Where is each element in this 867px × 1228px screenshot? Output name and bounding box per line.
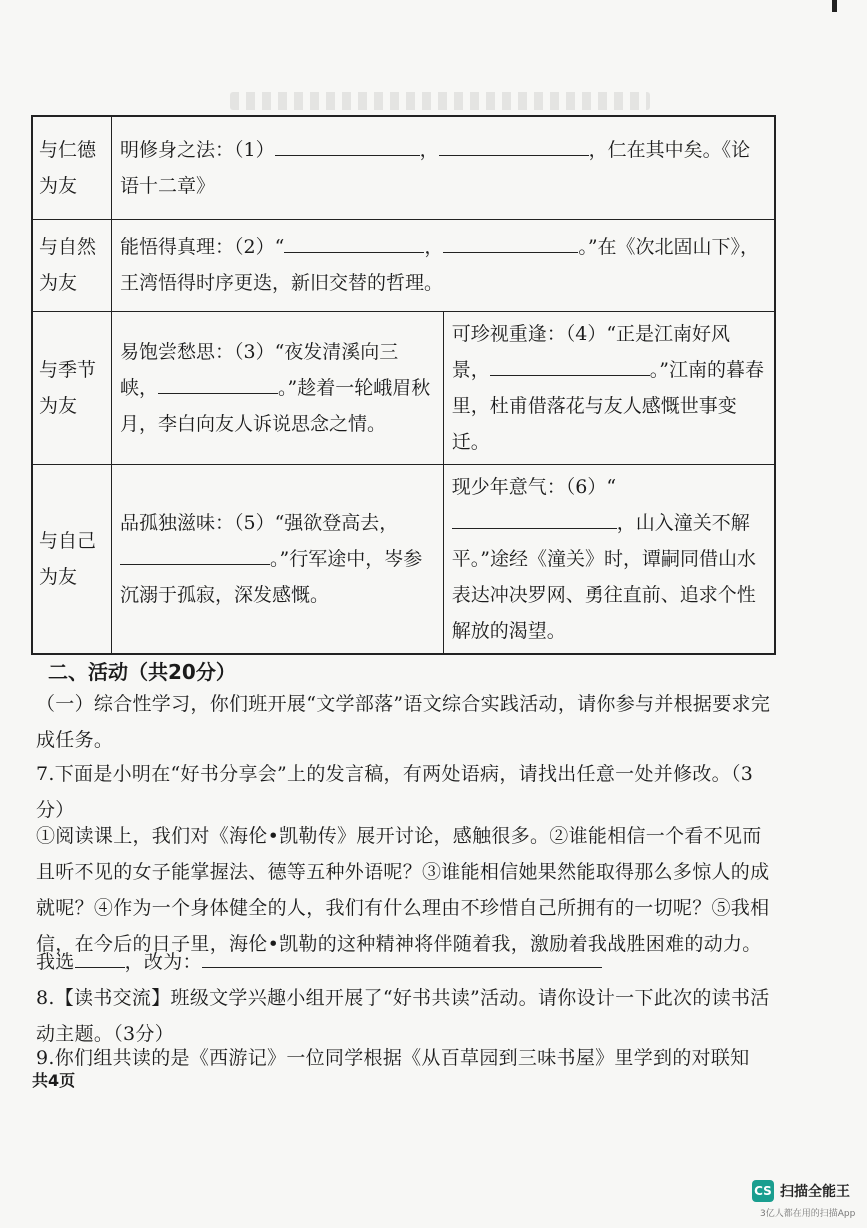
section-title: 二、活动（共20分） — [48, 660, 236, 684]
activity-intro: （一）综合性学习，你们班开展“文学部落”语文综合实践活动，请你参与并根据要求完成任务。 — [36, 693, 771, 751]
fill-cell: 品孤独滋味：（5）“强欲登高去，。”行军途中，岑参沉溺于孤寂，深发感慨。 — [112, 464, 444, 654]
answer-blank-3[interactable] — [284, 230, 424, 253]
row-category: 与季节为友 — [32, 311, 112, 464]
correction-blank[interactable] — [202, 947, 602, 968]
answer-blank-6[interactable] — [490, 353, 650, 376]
scanner-logo: CS — [752, 1180, 774, 1202]
table-row — [32, 219, 775, 311]
answer-blank-7[interactable] — [120, 542, 270, 565]
answer-blank-2[interactable] — [439, 133, 589, 156]
scanner-name: 扫描全能王 — [780, 1184, 850, 1200]
answer-blank-1[interactable] — [275, 133, 420, 156]
bleed-through-text — [230, 92, 650, 110]
fill-cell: 可珍视重逢：（4）“正是江南好风景， 。”江南的暮春里，杜甫借落花与友人感慨世事变迁。 — [443, 311, 775, 464]
table-row — [32, 464, 775, 654]
corner-mark — [832, 0, 837, 12]
fill-cell: 易饱尝愁思：（3）“夜发清溪向三峡， 。”趁着一轮峨眉秋月，李白向友人诉说思念之情。 — [112, 311, 444, 464]
scanner-watermark — [752, 1180, 850, 1202]
answer-blank-4[interactable] — [443, 230, 578, 253]
row-category: 与自己为友 — [32, 464, 112, 654]
page-footer: 共4页 — [32, 1071, 76, 1090]
question-7-passage: ①阅读课上，我们对《海伦•凯勒传》展开讨论，感触很多。②谁能相信一个看不见而且听不见的女子能掌握法、德等五种外语呢？③谁能相信她果然能取得那么多惊人的成就呢？④作为一个身体健全的人，我们有什么理由不珍惜自己所拥有的一切呢？⑤我相信，在今后的日子里，海伦•凯勒的这种精神将伴随着我，激励着我战胜困难的动力。 — [36, 825, 770, 955]
fill-cell: 能悟得真理：（2）“ ， 。”在《次北固山下》，王湾悟得时序更迭，新旧交替的哲理。 — [112, 219, 776, 311]
table-row — [32, 116, 775, 219]
poetry-fill-table — [31, 115, 776, 655]
sentence-number-blank[interactable] — [75, 947, 125, 968]
question-7-answer-line: 我选 ，改为： — [36, 944, 771, 980]
fill-cell: 现少年意气：（6）“，山入潼关不解平。”途经《潼关》时，谭嗣同借山水表达冲决罗网、勇往直前、追求个性解放的渴望。 — [443, 464, 775, 654]
scanner-tagline: 3亿人都在用的扫描App — [760, 1209, 856, 1219]
question-7-prompt: 7.下面是小明在“好书分享会”上的发言稿，有两处语病，请找出任意一处并修改。（3分） — [36, 763, 754, 821]
answer-blank-8[interactable] — [452, 506, 617, 529]
question-9: 9.你们组共读的是《西游记》一位同学根据《从百草园到三味书屋》里学到的对联知 — [36, 1047, 750, 1069]
row-category: 与仁德为友 — [32, 116, 112, 219]
question-8: 8.【读书交流】班级文学兴趣小组开展了“好书共读”活动。请你设计一下此次的读书活动主题。（3分） — [36, 987, 770, 1045]
table-row — [32, 311, 775, 464]
row-category: 与自然为友 — [32, 219, 112, 311]
answer-blank-5[interactable] — [158, 371, 278, 394]
fill-cell: 明修身之法：（1） ， ，仁在其中矣。《论语十二章》 — [112, 116, 776, 219]
